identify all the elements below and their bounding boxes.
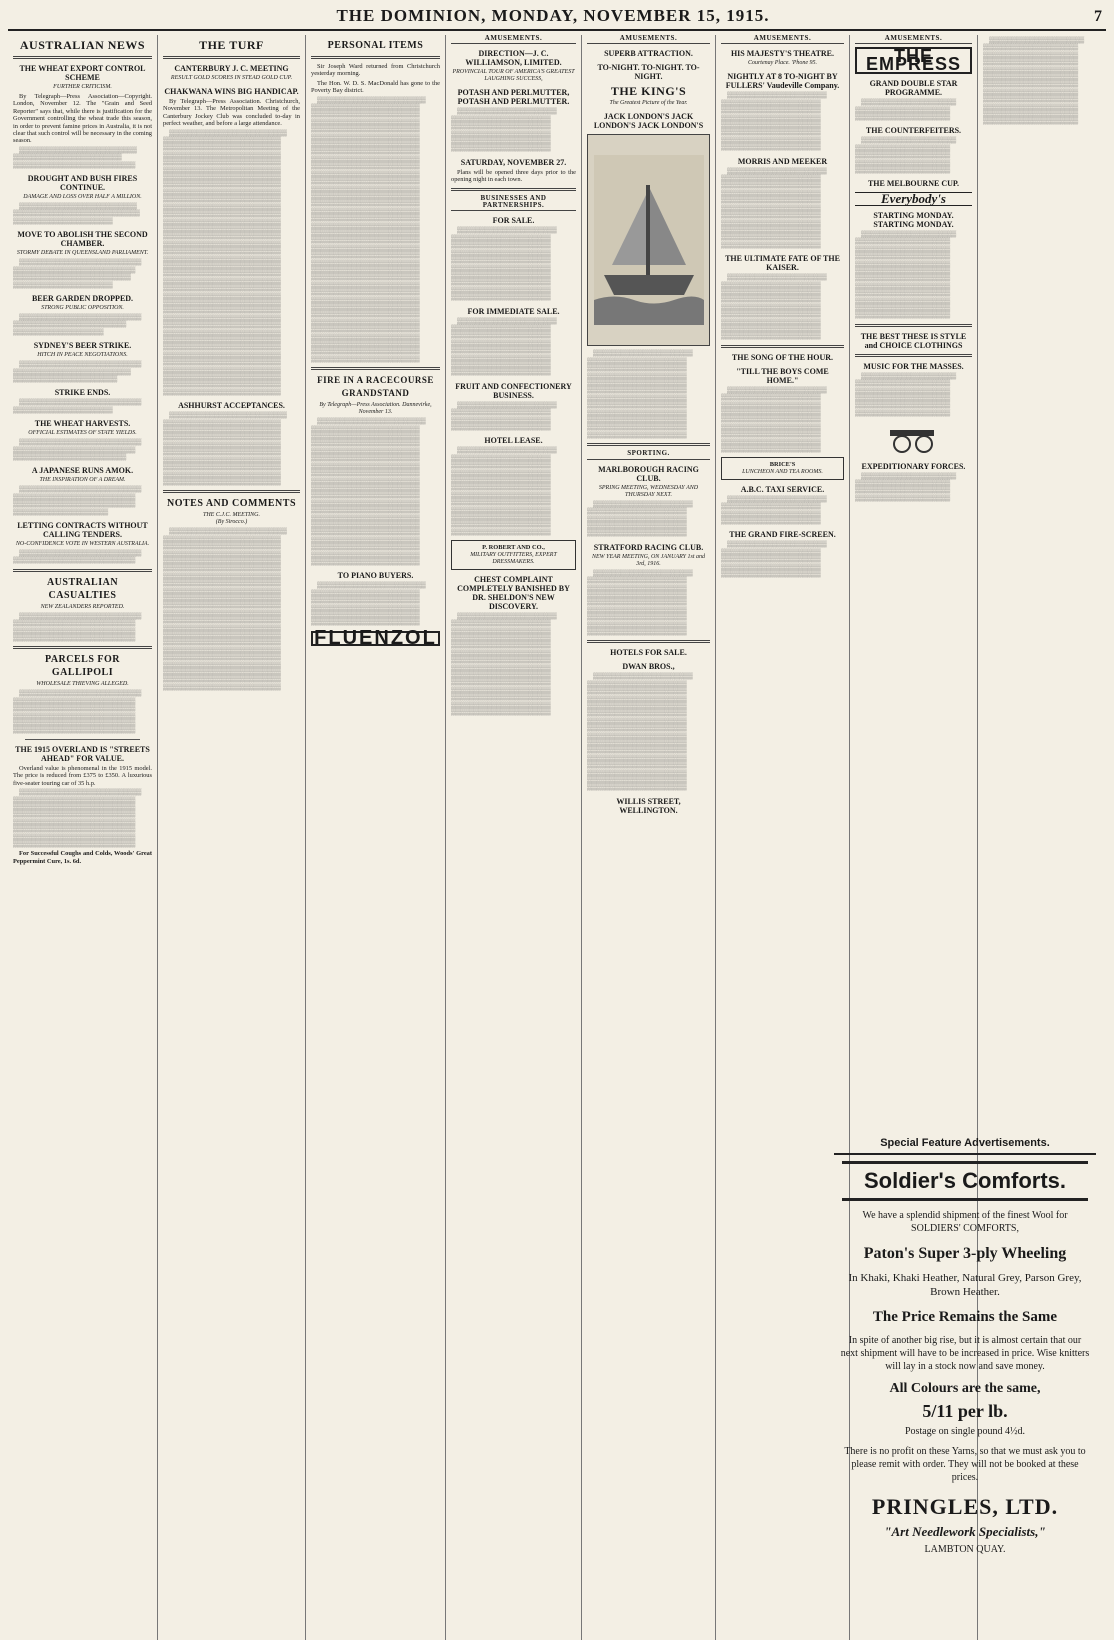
article-headline: BEER GARDEN DROPPED. (31, 293, 134, 303)
article-body: By Telegraph—Press Association—Copyright. London, November 12. The "Grain and Seed Reporter" says that, while there is justification for the Government controlling the wheat trade this season, in order to prevent famine prices in Australia, it is not clear that such control will be necessary in the coming season. (13, 93, 152, 145)
empress-advertisement (855, 47, 972, 74)
article-subheadline: FURTHER CRITICISM. (53, 84, 112, 90)
column-australian-news (8, 35, 158, 1640)
advertisement-body-filler: ▒▒▒▒▒▒▒▒▒▒▒▒▒▒▒▒▒▒▒▒▒▒ ▒▒▒▒▒▒▒▒▒▒▒▒▒▒▒▒▒▒▒▒▒▒ ▒▒▒▒▒▒▒▒▒▒▒▒▒▒▒▒▒▒▒▒▒▒ ▒▒▒▒▒▒▒▒▒▒▒▒▒▒▒▒▒▒▒▒▒▒ (721, 495, 827, 526)
section-title: PERSONAL ITEMS (327, 40, 424, 51)
masthead-title: THE DOMINION, MONDAY, NOVEMBER 15, 1915. (336, 6, 770, 25)
product-shades: In Khaki, Khaki Heather, Natural Grey, Parson Grey, Brown Heather. (848, 1272, 1082, 1298)
article-subheadline: RESULT GOLD SCORES IN STEAD GOLD CUP. (170, 75, 293, 81)
feature-title: THE MELBOURNE CUP. (867, 179, 960, 189)
advertisement-body-filler: ▒▒▒▒▒▒▒▒▒▒▒▒▒▒▒▒▒▒▒▒▒▒ ▒▒▒▒▒▒▒▒▒▒▒▒▒▒▒▒▒▒▒▒▒▒ ▒▒▒▒▒▒▒▒▒▒▒▒▒▒▒▒▒▒▒▒▒▒ ▒▒▒▒▒▒▒▒▒▒▒▒▒▒▒▒▒▒▒▒▒▒ ▒▒▒▒▒▒▒▒▒▒▒▒▒▒▒▒▒▒▒▒▒▒ ▒▒▒▒▒▒▒▒▒▒▒▒▒▒▒▒▒▒▒▒▒▒ ▒▒▒▒▒▒▒▒▒▒▒▒▒▒▒▒▒▒▒▒▒▒ ▒▒▒▒▒▒▒▒▒▒▒▒▒▒▒▒▒▒▒▒▒▒ ▒▒▒▒▒▒▒▒▒▒▒▒▒▒▒▒▒▒▒▒▒▒ (721, 274, 827, 341)
racing-club-meeting: SPRING MEETING, WEDNESDAY AND THURSDAY NEXT. (598, 484, 699, 498)
divider (855, 354, 972, 357)
article-headline: CANTERBURY J. C. MEETING (174, 64, 289, 73)
article-body: The Hon. W. D. S. MacDonald has gone to the Poverty Bay district. (311, 79, 440, 95)
section-title: THE TURF (199, 38, 264, 52)
article-headline: CHAKWANA WINS BIG HANDICAP. (164, 87, 299, 96)
clothing-advertisement: THE BEST THESE IS STYLE and CHOICE CLOTHINGS (860, 331, 967, 350)
article-headline: THE WHEAT HARVESTS. (34, 419, 131, 429)
advertisement-subheadline: PROVINCIAL TOUR OF AMERICA'S GREATEST LAUGHING SUCCESS, (452, 69, 575, 83)
divider (587, 443, 710, 446)
divider (311, 56, 440, 59)
act-name: MORRIS AND MEEKER (737, 156, 828, 166)
article-body: By Telegraph—Press Association. Christchurch, November 13. The Metropolitan Meeting of the Canterbury Jockey Club was concluded to-day in perfect weather, and before a large attendance. (163, 98, 300, 128)
article-body-filler: ▒▒▒▒▒▒▒▒▒▒▒▒▒▒▒▒▒▒▒▒▒▒▒▒▒▒▒ ▒▒▒▒▒▒▒▒▒▒▒▒▒▒▒▒▒▒▒▒▒▒▒▒▒▒▒ ▒▒▒▒▒▒▒▒▒▒▒▒▒▒▒▒▒▒▒▒▒▒▒▒▒▒▒ ▒▒▒▒▒▒▒▒▒▒▒▒▒▒▒▒▒▒▒▒▒▒▒▒▒▒▒ ▒▒▒▒▒▒▒▒▒▒▒▒▒▒▒▒▒▒▒▒▒▒▒▒▒▒▒ ▒▒▒▒▒▒▒▒▒▒▒▒▒▒▒▒▒▒▒▒▒▒▒▒▒▒▒ (13, 690, 142, 735)
advertisement-body-filler: ▒▒▒▒▒▒▒▒▒▒▒▒▒▒▒▒▒▒▒▒▒▒ ▒▒▒▒▒▒▒▒▒▒▒▒▒▒▒▒▒▒▒▒▒▒ ▒▒▒▒▒▒▒▒▒▒▒▒▒▒▒▒▒▒▒▒▒▒ ▒▒▒▒▒▒▒▒▒▒▒▒▒▒▒▒▒▒▒▒▒▒ ▒▒▒▒▒▒▒▒▒▒▒▒▒▒▒▒▒▒▒▒▒▒ ▒▒▒▒▒▒▒▒▒▒▒▒▒▒▒▒▒▒▒▒▒▒ ▒▒▒▒▒▒▒▒▒▒▒▒▒▒▒▒▒▒▒▒▒▒ ▒▒▒▒▒▒▒▒▒▒▒▒▒▒▒▒▒▒▒▒▒▒ ▒▒▒▒▒▒▒▒▒▒▒▒▒▒▒▒▒▒▒▒▒▒ ▒▒▒▒▒▒▒▒▒▒▒▒▒▒▒▒▒▒▒▒▒▒ ▒▒▒▒▒▒▒▒▒▒▒▒▒▒▒▒▒▒▒▒▒▒ (721, 167, 827, 249)
article-body-filler: ▒▒▒▒▒▒▒▒▒▒▒▒▒▒▒▒▒▒▒▒▒▒▒▒▒▒ ▒▒▒▒▒▒▒▒▒▒▒▒▒▒▒▒▒▒▒▒▒▒▒▒▒▒ ▒▒▒▒▒▒▒▒▒▒▒▒▒▒▒▒▒▒▒▒▒▒▒▒▒▒ ▒▒▒▒▒▒▒▒▒▒▒▒▒▒▒▒▒▒▒▒▒▒▒▒▒▒ ▒▒▒▒▒▒▒▒▒▒▒▒▒▒▒▒▒▒▒▒▒▒▒▒▒▒ ▒▒▒▒▒▒▒▒▒▒▒▒▒▒▒▒▒▒▒▒▒▒▒▒▒▒ ▒▒▒▒▒▒▒▒▒▒▒▒▒▒▒▒▒▒▒▒▒▒▒▒▒▒ ▒▒▒▒▒▒▒▒▒▒▒▒▒▒▒▒▒▒▒▒▒▒▒▒▒▒ ▒▒▒▒▒▒▒▒▒▒▒▒▒▒▒▒▒▒▒▒▒▒▒▒▒▒ ▒▒▒▒▒▒▒▒▒▒▒▒▒▒▒▒▒▒▒▒▒▒▒▒▒▒ ▒▒▒▒▒▒▒▒▒▒▒▒▒▒▒▒▒▒▒▒▒▒▒▒▒▒ ▒▒▒▒▒▒▒▒▒▒▒▒▒▒▒▒▒▒▒▒▒▒▒▒▒▒ ▒▒▒▒▒▒▒▒▒▒▒▒▒▒▒▒▒▒▒▒▒▒▒▒▒▒ ▒▒▒▒▒▒▒▒▒▒▒▒▒▒▒▒▒▒▒▒▒▒▒▒▒▒ ▒▒▒▒▒▒▒▒▒▒▒▒▒▒▒▒▒▒▒▒▒▒▒▒▒▒ ▒▒▒▒▒▒▒▒▒▒▒▒▒▒▒▒▒▒▒▒▒▒▒▒▒▒ ▒▒▒▒▒▒▒▒▒▒▒▒▒▒▒▒▒▒▒▒▒▒▒▒▒▒ ▒▒▒▒▒▒▒▒▒▒▒▒▒▒▒▒▒▒▒▒▒▒▒▒▒▒ ▒▒▒▒▒▒▒▒▒▒▒▒▒▒▒▒▒▒▒▒▒▒▒▒▒▒ ▒▒▒▒▒▒▒▒▒▒▒▒▒▒▒▒▒▒▒▒▒▒▒▒▒▒ ▒▒▒▒▒▒▒▒▒▒▒▒▒▒▒▒▒▒▒▒▒▒▒▒▒▒ ▒▒▒▒▒▒▒▒▒▒▒▒▒▒▒▒▒▒▒▒▒▒▒▒▒▒ ▒▒▒▒▒▒▒▒▒▒▒▒▒▒▒▒▒▒▒▒▒▒▒▒▒▒ ▒▒▒▒▒▒▒▒▒▒▒▒▒▒▒▒▒▒▒▒▒▒▒▒▒▒ ▒▒▒▒▒▒▒▒▒▒▒▒▒▒▒▒▒▒▒▒▒▒▒▒▒▒ ▒▒▒▒▒▒▒▒▒▒▒▒▒▒▒▒▒▒▒▒▒▒▒▒▒▒ ▒▒▒▒▒▒▒▒▒▒▒▒▒▒▒▒▒▒▒▒▒▒▒▒▒▒ ▒▒▒▒▒▒▒▒▒▒▒▒▒▒▒▒▒▒▒▒▒▒▒▒▒▒ ▒▒▒▒▒▒▒▒▒▒▒▒▒▒▒▒▒▒▒▒▒▒▒▒▒▒ ▒▒▒▒▒▒▒▒▒▒▒▒▒▒▒▒▒▒▒▒▒▒▒▒▒▒ ▒▒▒▒▒▒▒▒▒▒▒▒▒▒▒▒▒▒▒▒▒▒▒▒▒▒ ▒▒▒▒▒▒▒▒▒▒▒▒▒▒▒▒▒▒▒▒▒▒▒▒▒▒ ▒▒▒▒▒▒▒▒▒▒▒▒▒▒▒▒▒▒▒▒▒▒▒▒▒▒ ▒▒▒▒▒▒▒▒▒▒▒▒▒▒▒▒▒▒▒▒▒▒▒▒▒▒ ▒▒▒▒▒▒▒▒▒▒▒▒▒▒▒▒▒▒▒▒▒▒▒▒▒▒ ▒▒▒▒▒▒▒▒▒▒▒▒▒▒▒▒▒▒▒▒▒▒▒▒▒▒ (163, 129, 287, 396)
divider (163, 56, 300, 59)
category-header: SPORTING. (587, 450, 710, 459)
advertisement-headline: SUPERB ATTRACTION. (604, 49, 693, 59)
column-amusements-2 (582, 35, 716, 1640)
article-headline: STRIKE ENDS. (54, 388, 111, 398)
advertisement-note: Plans will be opened three days prior to the opening night in each town. (451, 168, 576, 184)
article-headline: ASHHURST ACCEPTANCES. (178, 401, 285, 411)
column-the-turf (158, 35, 306, 1640)
classified-heading: FRUIT AND CONFECTIONERY BUSINESS. (455, 381, 572, 400)
special-feature-advertisement (834, 1137, 1096, 1555)
section-title: PARCELS FOR GALLIPOLI (44, 654, 121, 679)
section-title: NOTES AND COMMENTS (166, 498, 296, 510)
advertisement-show: POTASH AND PERLMUTTER, POTASH AND PERLMUTTER. (457, 88, 570, 107)
all-colours-line: All Colours are the same, (889, 1381, 1041, 1396)
divider (13, 646, 152, 649)
theatre-name: HIS MAJESTY'S THEATRE. (730, 49, 835, 59)
music-heading: MUSIC FOR THE MASSES. (863, 361, 964, 371)
everybodys-theatre-logo: Everybody's (855, 192, 972, 205)
article-headline: LETTING CONTRACTS WITHOUT CALLING TENDERS. (17, 521, 148, 539)
programme-heading: GRAND DOUBLE STAR PROGRAMME. (869, 79, 958, 98)
song-title: "TILL THE BOYS COME HOME." (736, 366, 829, 385)
divider (13, 56, 152, 59)
price-body: In spite of another big rise, but it is almost certain that our next shipment will have to be increased in price. Wise knitters will lay in a stock now and save money. (840, 1335, 1090, 1372)
military-heading: EXPEDITIONARY FORCES. (861, 461, 966, 471)
advertisement-body-filler: ▒▒▒▒▒▒▒▒▒▒▒▒▒▒▒▒▒▒▒▒▒ ▒▒▒▒▒▒▒▒▒▒▒▒▒▒▒▒▒▒▒▒▒ ▒▒▒▒▒▒▒▒▒▒▒▒▒▒▒▒▒▒▒▒▒ ▒▒▒▒▒▒▒▒▒▒▒▒▒▒▒▒▒▒▒▒▒ ▒▒▒▒▒▒▒▒▒▒▒▒▒▒▒▒▒▒▒▒▒ ▒▒▒▒▒▒▒▒▒▒▒▒▒▒▒▒▒▒▒▒▒ ▒▒▒▒▒▒▒▒▒▒▒▒▒▒▒▒▒▒▒▒▒ ▒▒▒▒▒▒▒▒▒▒▒▒▒▒▒▒▒▒▒▒▒ ▒▒▒▒▒▒▒▒▒▒▒▒▒▒▒▒▒▒▒▒▒ ▒▒▒▒▒▒▒▒▒▒▒▒▒▒▒▒▒▒▒▒▒ ▒▒▒▒▒▒▒▒▒▒▒▒▒▒▒▒▒▒▒▒▒ ▒▒▒▒▒▒▒▒▒▒▒▒▒▒▒▒▒▒▒▒▒ (855, 230, 957, 320)
article-body-filler: ▒▒▒▒▒▒▒▒▒▒▒▒▒▒▒▒▒▒▒▒▒▒▒▒ ▒▒▒▒▒▒▒▒▒▒▒▒▒▒▒▒▒▒▒▒▒▒▒▒ ▒▒▒▒▒▒▒▒▒▒▒▒▒▒▒▒▒▒▒▒▒▒▒▒ ▒▒▒▒▒▒▒▒▒▒▒▒▒▒▒▒▒▒▒▒▒▒▒▒ ▒▒▒▒▒▒▒▒▒▒▒▒▒▒▒▒▒▒▒▒▒▒▒▒ ▒▒▒▒▒▒▒▒▒▒▒▒▒▒▒▒▒▒▒▒▒▒▒▒ ▒▒▒▒▒▒▒▒▒▒▒▒▒▒▒▒▒▒▒▒▒▒▒▒ ▒▒▒▒▒▒▒▒▒▒▒▒▒▒▒▒▒▒▒▒▒▒▒▒ ▒▒▒▒▒▒▒▒▒▒▒▒▒▒▒▒▒▒▒▒▒▒▒▒ ▒▒▒▒▒▒▒▒▒▒▒▒▒▒▒▒▒▒▒▒▒▒▒▒ ▒▒▒▒▒▒▒▒▒▒▒▒▒▒▒▒▒▒▒▒▒▒▒▒ ▒▒▒▒▒▒▒▒▒▒▒▒▒▒▒▒▒▒▒▒▒▒▒▒ ▒▒▒▒▒▒▒▒▒▒▒▒▒▒▒▒▒▒▒▒▒▒▒▒ ▒▒▒▒▒▒▒▒▒▒▒▒▒▒▒▒▒▒▒▒▒▒▒▒ ▒▒▒▒▒▒▒▒▒▒▒▒▒▒▒▒▒▒▒▒▒▒▒▒ ▒▒▒▒▒▒▒▒▒▒▒▒▒▒▒▒▒▒▒▒▒▒▒▒ ▒▒▒▒▒▒▒▒▒▒▒▒▒▒▒▒▒▒▒▒▒▒▒▒ ▒▒▒▒▒▒▒▒▒▒▒▒▒▒▒▒▒▒▒▒▒▒▒▒ ▒▒▒▒▒▒▒▒▒▒▒▒▒▒▒▒▒▒▒▒▒▒▒▒ ▒▒▒▒▒▒▒▒▒▒▒▒▒▒▒▒▒▒▒▒▒▒▒▒ (311, 418, 426, 566)
column-amusements-1 (446, 35, 582, 1640)
classified-body-filler: ▒▒▒▒▒▒▒▒▒▒▒▒▒▒▒▒▒▒▒▒▒▒ ▒▒▒▒▒▒▒▒▒▒▒▒▒▒▒▒▒▒▒▒▒▒ ▒▒▒▒▒▒▒▒▒▒▒▒▒▒▒▒▒▒▒▒▒▒ ▒▒▒▒▒▒▒▒▒▒▒▒▒▒▒▒▒▒▒▒▒▒ ▒▒▒▒▒▒▒▒▒▒▒▒▒▒▒▒▒▒▒▒▒▒ ▒▒▒▒▒▒▒▒▒▒▒▒▒▒▒▒▒▒▒▒▒▒ ▒▒▒▒▒▒▒▒▒▒▒▒▒▒▒▒▒▒▒▒▒▒ ▒▒▒▒▒▒▒▒▒▒▒▒▒▒▒▒▒▒▒▒▒▒ ▒▒▒▒▒▒▒▒▒▒▒▒▒▒▒▒▒▒▒▒▒▒ ▒▒▒▒▒▒▒▒▒▒▒▒▒▒▒▒▒▒▒▒▒▒ ▒▒▒▒▒▒▒▒▒▒▒▒▒▒▒▒▒▒▒▒▒▒ ▒▒▒▒▒▒▒▒▒▒▒▒▒▒▒▒▒▒▒▒▒▒ ▒▒▒▒▒▒▒▒▒▒▒▒▒▒▒▒▒▒▒▒▒▒ ▒▒▒▒▒▒▒▒▒▒▒▒▒▒▒▒▒▒▒▒▒▒ ▒▒▒▒▒▒▒▒▒▒▒▒▒▒▒▒▒▒▒▒▒▒ ▒▒▒▒▒▒▒▒▒▒▒▒▒▒▒▒▒▒▒▒▒▒ (587, 673, 693, 792)
classified-heading: FOR IMMEDIATE SALE. (467, 306, 560, 316)
article-headline: DROUGHT AND BUSH FIRES CONTINUE. (27, 174, 138, 193)
article-subheadline: By Telegraph—Press Association. Dannevirke, November 13. (319, 402, 432, 416)
classified-body-filler: ▒▒▒▒▒▒▒▒▒▒▒▒▒▒▒▒▒▒▒▒▒▒ ▒▒▒▒▒▒▒▒▒▒▒▒▒▒▒▒▒▒▒▒▒▒ ▒▒▒▒▒▒▒▒▒▒▒▒▒▒▒▒▒▒▒▒▒▒ ▒▒▒▒▒▒▒▒▒▒▒▒▒▒▒▒▒▒▒▒▒▒ ▒▒▒▒▒▒▒▒▒▒▒▒▒▒▒▒▒▒▒▒▒▒ ▒▒▒▒▒▒▒▒▒▒▒▒▒▒▒▒▒▒▒▒▒▒ ▒▒▒▒▒▒▒▒▒▒▒▒▒▒▒▒▒▒▒▒▒▒ ▒▒▒▒▒▒▒▒▒▒▒▒▒▒▒▒▒▒▒▒▒▒ ▒▒▒▒▒▒▒▒▒▒▒▒▒▒▒▒▒▒▒▒▒▒ ▒▒▒▒▒▒▒▒▒▒▒▒▒▒▒▒▒▒▒▒▒▒ ▒▒▒▒▒▒▒▒▒▒▒▒▒▒▒▒▒▒▒▒▒▒ ▒▒▒▒▒▒▒▒▒▒▒▒▒▒▒▒▒▒▒▒▒▒ (451, 447, 557, 536)
advertisement-headline: STARTING MONDAY. STARTING MONDAY. (873, 210, 954, 229)
advertisement-body-filler: ▒▒▒▒▒▒▒▒▒▒▒▒▒▒▒▒▒▒▒▒▒▒ ▒▒▒▒▒▒▒▒▒▒▒▒▒▒▒▒▒▒▒▒▒▒ ▒▒▒▒▒▒▒▒▒▒▒▒▒▒▒▒▒▒▒▒▒▒ ▒▒▒▒▒▒▒▒▒▒▒▒▒▒▒▒▒▒▒▒▒▒ ▒▒▒▒▒▒▒▒▒▒▒▒▒▒▒▒▒▒▒▒▒▒ ▒▒▒▒▒▒▒▒▒▒▒▒▒▒▒▒▒▒▒▒▒▒ (451, 108, 557, 153)
feature-title: JACK LONDON'S JACK LONDON'S JACK LONDON'S (593, 112, 704, 131)
column-personal-items (306, 35, 446, 1640)
page-number: 7 (1093, 8, 1102, 25)
advertisement-body-filler: ▒▒▒▒▒▒▒▒▒▒▒▒▒▒▒▒▒▒▒▒▒▒ ▒▒▒▒▒▒▒▒▒▒▒▒▒▒▒▒▒▒▒▒▒▒ ▒▒▒▒▒▒▒▒▒▒▒▒▒▒▒▒▒▒▒▒▒▒ ▒▒▒▒▒▒▒▒▒▒▒▒▒▒▒▒▒▒▒▒▒▒ ▒▒▒▒▒▒▒▒▒▒▒▒▒▒▒▒▒▒▒▒▒▒ ▒▒▒▒▒▒▒▒▒▒▒▒▒▒▒▒▒▒▒▒▒▒ ▒▒▒▒▒▒▒▒▒▒▒▒▒▒▒▒▒▒▒▒▒▒ ▒▒▒▒▒▒▒▒▒▒▒▒▒▒▒▒▒▒▒▒▒▒ ▒▒▒▒▒▒▒▒▒▒▒▒▒▒▒▒▒▒▒▒▒▒ ▒▒▒▒▒▒▒▒▒▒▒▒▒▒▒▒▒▒▒▒▒▒ ▒▒▒▒▒▒▒▒▒▒▒▒▒▒▒▒▒▒▒▒▒▒ ▒▒▒▒▒▒▒▒▒▒▒▒▒▒▒▒▒▒▒▒▒▒ ▒▒▒▒▒▒▒▒▒▒▒▒▒▒▒▒▒▒▒▒▒▒ ▒▒▒▒▒▒▒▒▒▒▒▒▒▒▒▒▒▒▒▒▒▒ (451, 612, 557, 716)
company-tagline: "Art Needlework Specialists," (884, 1524, 1046, 1539)
article-body-filler: ▒▒▒▒▒▒▒▒▒▒▒▒▒▒▒▒▒▒▒▒▒▒▒▒▒▒ ▒▒▒▒▒▒▒▒▒▒▒▒▒▒▒▒▒▒▒▒▒▒▒▒ ▒▒▒▒▒▒▒▒▒▒▒▒▒▒▒▒▒▒▒▒▒▒▒▒▒▒▒ (13, 146, 137, 169)
advertisement-body-filler: ▒▒▒▒▒▒▒▒▒▒▒▒▒▒▒▒▒▒▒▒▒▒ ▒▒▒▒▒▒▒▒▒▒▒▒▒▒▒▒▒▒▒▒▒▒ ▒▒▒▒▒▒▒▒▒▒▒▒▒▒▒▒▒▒▒▒▒▒ ▒▒▒▒▒▒▒▒▒▒▒▒▒▒▒▒▒▒▒▒▒▒ ▒▒▒▒▒▒▒▒▒▒▒▒▒▒▒▒▒▒▒▒▒▒ ▒▒▒▒▒▒▒▒▒▒▒▒▒▒▒▒▒▒▒▒▒▒ ▒▒▒▒▒▒▒▒▒▒▒▒▒▒▒▒▒▒▒▒▒▒ ▒▒▒▒▒▒▒▒▒▒▒▒▒▒▒▒▒▒▒▒▒▒ ▒▒▒▒▒▒▒▒▒▒▒▒▒▒▒▒▒▒▒▒▒▒ (721, 386, 827, 454)
advertisement-body-filler: ▒▒▒▒▒▒▒▒▒▒▒▒▒▒▒▒▒▒▒▒▒▒ ▒▒▒▒▒▒▒▒▒▒▒▒▒▒▒▒▒▒▒▒▒▒ ▒▒▒▒▒▒▒▒▒▒▒▒▒▒▒▒▒▒▒▒▒▒ ▒▒▒▒▒▒▒▒▒▒▒▒▒▒▒▒▒▒▒▒▒▒ ▒▒▒▒▒▒▒▒▒▒▒▒▒▒▒▒▒▒▒▒▒▒ ▒▒▒▒▒▒▒▒▒▒▒▒▒▒▒▒▒▒▒▒▒▒ ▒▒▒▒▒▒▒▒▒▒▒▒▒▒▒▒▒▒▒▒▒▒ ▒▒▒▒▒▒▒▒▒▒▒▒▒▒▒▒▒▒▒▒▒▒ (721, 92, 827, 152)
price-heading: The Price Remains the Same (872, 1309, 1058, 1325)
article-body-filler: ▒▒▒▒▒▒▒▒▒▒▒▒▒▒▒▒▒▒▒▒▒▒▒▒ ▒▒▒▒▒▒▒▒▒▒▒▒▒▒▒▒▒▒▒▒▒▒▒▒ ▒▒▒▒▒▒▒▒▒▒▒▒▒▒▒▒▒▒▒▒▒▒▒▒ ▒▒▒▒▒▒▒▒▒▒▒▒▒▒▒▒▒▒▒▒▒▒▒▒ ▒▒▒▒▒▒▒▒▒▒▒▒▒▒▒▒▒▒▒▒▒▒▒▒ ▒▒▒▒▒▒▒▒▒▒▒▒▒▒▒▒▒▒▒▒▒▒▒▒ (311, 582, 426, 627)
divider (451, 188, 576, 191)
article-body-filler: ▒▒▒▒▒▒▒▒▒▒▒▒▒▒▒▒▒▒▒▒▒▒▒▒▒▒ ▒▒▒▒▒▒▒▒▒▒▒▒▒▒▒▒▒▒▒▒▒▒▒▒▒▒▒▒ ▒▒▒▒▒▒▒▒▒▒▒▒▒▒▒▒▒▒▒▒▒▒ (13, 203, 140, 225)
category-header: AMUSEMENTS. (855, 35, 972, 44)
classified-heading: HOTEL LEASE. (484, 436, 543, 446)
article-body-filler: ▒▒▒▒▒▒▒▒▒▒▒▒▒▒▒▒▒▒▒▒▒▒▒▒ ▒▒▒▒▒▒▒▒▒▒▒▒▒▒▒▒▒▒▒▒▒▒▒▒ ▒▒▒▒▒▒▒▒▒▒▒▒▒▒▒▒▒▒▒▒▒▒▒▒ ▒▒▒▒▒▒▒▒▒▒▒▒▒▒▒▒▒▒▒▒▒▒▒▒ ▒▒▒▒▒▒▒▒▒▒▒▒▒▒▒▒▒▒▒▒▒▒▒▒ ▒▒▒▒▒▒▒▒▒▒▒▒▒▒▒▒▒▒▒▒▒▒▒▒ ▒▒▒▒▒▒▒▒▒▒▒▒▒▒▒▒▒▒▒▒▒▒▒▒ ▒▒▒▒▒▒▒▒▒▒▒▒▒▒▒▒▒▒▒▒▒▒▒▒ ▒▒▒▒▒▒▒▒▒▒▒▒▒▒▒▒▒▒▒▒▒▒▒▒ ▒▒▒▒▒▒▒▒▒▒▒▒▒▒▒▒▒▒▒▒▒▒▒▒ ▒▒▒▒▒▒▒▒▒▒▒▒▒▒▒▒▒▒▒▒▒▒▒▒ ▒▒▒▒▒▒▒▒▒▒▒▒▒▒▒▒▒▒▒▒▒▒▒▒ ▒▒▒▒▒▒▒▒▒▒▒▒▒▒▒▒▒▒▒▒▒▒▒▒ ▒▒▒▒▒▒▒▒▒▒▒▒▒▒▒▒▒▒▒▒▒▒▒▒ ▒▒▒▒▒▒▒▒▒▒▒▒▒▒▒▒▒▒▒▒▒▒▒▒ ▒▒▒▒▒▒▒▒▒▒▒▒▒▒▒▒▒▒▒▒▒▒▒▒ ▒▒▒▒▒▒▒▒▒▒▒▒▒▒▒▒▒▒▒▒▒▒▒▒ ▒▒▒▒▒▒▒▒▒▒▒▒▒▒▒▒▒▒▒▒▒▒▒▒ ▒▒▒▒▒▒▒▒▒▒▒▒▒▒▒▒▒▒▒▒▒▒▒▒ ▒▒▒▒▒▒▒▒▒▒▒▒▒▒▒▒▒▒▒▒▒▒▒▒ ▒▒▒▒▒▒▒▒▒▒▒▒▒▒▒▒▒▒▒▒▒▒▒▒ ▒▒▒▒▒▒▒▒▒▒▒▒▒▒▒▒▒▒▒▒▒▒▒▒ ▒▒▒▒▒▒▒▒▒▒▒▒▒▒▒▒▒▒▒▒▒▒▒▒ ▒▒▒▒▒▒▒▒▒▒▒▒▒▒▒▒▒▒▒▒▒▒▒▒ ▒▒▒▒▒▒▒▒▒▒▒▒▒▒▒▒▒▒▒▒▒▒▒▒ ▒▒▒▒▒▒▒▒▒▒▒▒▒▒▒▒▒▒▒▒▒▒▒▒ ▒▒▒▒▒▒▒▒▒▒▒▒▒▒▒▒▒▒▒▒▒▒▒▒ ▒▒▒▒▒▒▒▒▒▒▒▒▒▒▒▒▒▒▒▒▒▒▒▒ ▒▒▒▒▒▒▒▒▒▒▒▒▒▒▒▒▒▒▒▒▒▒▒▒ ▒▒▒▒▒▒▒▒▒▒▒▒▒▒▒▒▒▒▒▒▒▒▒▒ ▒▒▒▒▒▒▒▒▒▒▒▒▒▒▒▒▒▒▒▒▒▒▒▒ ▒▒▒▒▒▒▒▒▒▒▒▒▒▒▒▒▒▒▒▒▒▒▒▒ ▒▒▒▒▒▒▒▒▒▒▒▒▒▒▒▒▒▒▒▒▒▒▒▒ ▒▒▒▒▒▒▒▒▒▒▒▒▒▒▒▒▒▒▒▒▒▒▒▒ ▒▒▒▒▒▒▒▒▒▒▒▒▒▒▒▒▒▒▒▒▒▒▒▒ ▒▒▒▒▒▒▒▒▒▒▒▒▒▒▒▒▒▒▒▒▒▒▒▒ (311, 96, 426, 363)
ship-illustration-icon (594, 155, 704, 325)
article-body-filler: ▒▒▒▒▒▒▒▒▒▒▒▒▒▒▒▒▒▒▒▒▒▒▒▒▒▒ ▒▒▒▒▒▒▒▒▒▒▒▒▒▒▒▒▒▒▒▒▒▒▒▒▒▒ ▒▒▒▒▒▒▒▒▒▒▒▒▒▒▒▒▒▒▒▒▒▒▒▒▒▒ ▒▒▒▒▒▒▒▒▒▒▒▒▒▒▒▒▒▒▒▒▒▒▒▒▒▒ ▒▒▒▒▒▒▒▒▒▒▒▒▒▒▒▒▒▒▒▒▒▒▒▒▒▒ ▒▒▒▒▒▒▒▒▒▒▒▒▒▒▒▒▒▒▒▒▒▒▒▒▒▒ ▒▒▒▒▒▒▒▒▒▒▒▒▒▒▒▒▒▒▒▒▒▒▒▒▒▒ ▒▒▒▒▒▒▒▒▒▒▒▒▒▒▒▒▒▒▒▒▒▒▒▒▒▒ ▒▒▒▒▒▒▒▒▒▒▒▒▒▒▒▒▒▒▒▒▒▒▒▒▒▒ ▒▒▒▒▒▒▒▒▒▒▒▒▒▒▒▒▒▒▒▒▒▒▒▒▒▒ (163, 412, 287, 486)
divider (13, 569, 152, 572)
article-subheadline: THE INSPIRATION OF A DREAM. (39, 477, 126, 484)
masthead (8, 6, 1106, 31)
article-subheadline: STRONG PUBLIC OPPOSITION. (41, 304, 124, 311)
postage-note: Postage on single pound 4½d. (905, 1426, 1025, 1437)
advertisement-body: Overland value is phenomenal in the 1915 model. The price is reduced from £375 to £350. A luxurious five-seater touring car of 35 h.p. (13, 764, 152, 787)
divider (587, 640, 710, 643)
section-title: AUSTRALIAN CASUALTIES (46, 576, 119, 601)
brice-tagline: LUNCHEON AND TEA ROOMS. (742, 468, 823, 475)
divider (311, 367, 440, 370)
article-headline: THE WHEAT EXPORT CONTROL SCHEME (19, 64, 146, 82)
soldiers-comforts-title: Soldier's Comforts. (842, 1161, 1088, 1201)
article-subheadline: NO-CONFIDENCE VOTE IN WESTERN AUSTRALIA. (15, 541, 150, 547)
classified-heading: HOTELS FOR SALE. (610, 648, 687, 658)
article-body-filler: ▒▒▒▒▒▒▒▒▒▒▒▒▒▒▒▒▒▒▒▒▒▒▒▒▒▒▒ ▒▒▒▒▒▒▒▒▒▒▒▒▒▒▒▒▒▒▒▒▒▒ (13, 399, 142, 414)
article-body-filler: ▒▒▒▒▒▒▒▒▒▒▒▒▒▒▒▒▒▒▒▒▒▒▒▒▒▒▒ ▒▒▒▒▒▒▒▒▒▒▒▒▒▒▒▒▒▒▒▒▒▒▒▒▒▒▒ (13, 550, 142, 565)
article-body-filler: ▒▒▒▒▒▒▒▒▒▒▒▒▒▒▒▒▒▒▒▒▒▒▒▒▒▒ ▒▒▒▒▒▒▒▒▒▒▒▒▒▒▒▒▒▒▒▒▒▒▒▒▒▒ ▒▒▒▒▒▒▒▒▒▒▒▒▒▒▒▒▒▒▒▒▒▒▒▒▒▒ ▒▒▒▒▒▒▒▒▒▒▒▒▒▒▒▒▒▒▒▒▒▒▒▒▒▒ ▒▒▒▒▒▒▒▒▒▒▒▒▒▒▒▒▒▒▒▒▒▒▒▒▒▒ ▒▒▒▒▒▒▒▒▒▒▒▒▒▒▒▒▒▒▒▒▒▒▒▒▒▒ ▒▒▒▒▒▒▒▒▒▒▒▒▒▒▒▒▒▒▒▒▒▒▒▒▒▒ ▒▒▒▒▒▒▒▒▒▒▒▒▒▒▒▒▒▒▒▒▒▒▒▒▒▒ ▒▒▒▒▒▒▒▒▒▒▒▒▒▒▒▒▒▒▒▒▒▒▒▒▒▒ ▒▒▒▒▒▒▒▒▒▒▒▒▒▒▒▒▒▒▒▒▒▒▒▒▒▒ ▒▒▒▒▒▒▒▒▒▒▒▒▒▒▒▒▒▒▒▒▒▒▒▒▒▒ ▒▒▒▒▒▒▒▒▒▒▒▒▒▒▒▒▒▒▒▒▒▒▒▒▒▒ ▒▒▒▒▒▒▒▒▒▒▒▒▒▒▒▒▒▒▒▒▒▒▒▒▒▒ ▒▒▒▒▒▒▒▒▒▒▒▒▒▒▒▒▒▒▒▒▒▒▒▒▒▒ ▒▒▒▒▒▒▒▒▒▒▒▒▒▒▒▒▒▒▒▒▒▒▒▒▒▒ ▒▒▒▒▒▒▒▒▒▒▒▒▒▒▒▒▒▒▒▒▒▒▒▒▒▒ ▒▒▒▒▒▒▒▒▒▒▒▒▒▒▒▒▒▒▒▒▒▒▒▒▒▒ ▒▒▒▒▒▒▒▒▒▒▒▒▒▒▒▒▒▒▒▒▒▒▒▒▒▒ ▒▒▒▒▒▒▒▒▒▒▒▒▒▒▒▒▒▒▒▒▒▒▒▒▒▒ ▒▒▒▒▒▒▒▒▒▒▒▒▒▒▒▒▒▒▒▒▒▒▒▒▒▒ ▒▒▒▒▒▒▒▒▒▒▒▒▒▒▒▒▒▒▒▒▒▒▒▒▒▒ ▒▒▒▒▒▒▒▒▒▒▒▒▒▒▒▒▒▒▒▒▒▒▒▒▒▒ (163, 528, 287, 691)
taxi-heading: A.B.C. TAXI SERVICE. (740, 484, 825, 494)
film-illustration (587, 134, 710, 346)
article-subheadline: STORMY DEBATE IN QUEENSLAND PARLIAMENT. (16, 250, 149, 257)
remit-note: There is no profit on these Yarns, so that we must ask you to please remit with order. They will not be booked at these prices. (844, 1446, 1086, 1483)
outfitters-name: P. ROBERT AND CO., (482, 544, 545, 552)
theatre-tagline: The Greatest Picture of the Year. (609, 100, 688, 107)
advertisement-body-filler: ▒▒▒▒▒▒▒▒▒▒▒▒▒▒▒▒▒▒▒▒▒▒ ▒▒▒▒▒▒▒▒▒▒▒▒▒▒▒▒▒▒▒▒▒▒ ▒▒▒▒▒▒▒▒▒▒▒▒▒▒▒▒▒▒▒▒▒▒ ▒▒▒▒▒▒▒▒▒▒▒▒▒▒▒▒▒▒▒▒▒▒ ▒▒▒▒▒▒▒▒▒▒▒▒▒▒▒▒▒▒▒▒▒▒ ▒▒▒▒▒▒▒▒▒▒▒▒▒▒▒▒▒▒▒▒▒▒ ▒▒▒▒▒▒▒▒▒▒▒▒▒▒▒▒▒▒▒▒▒▒ ▒▒▒▒▒▒▒▒▒▒▒▒▒▒▒▒▒▒▒▒▒▒ ▒▒▒▒▒▒▒▒▒▒▒▒▒▒▒▒▒▒▒▒▒▒ ▒▒▒▒▒▒▒▒▒▒▒▒▒▒▒▒▒▒▒▒▒▒ ▒▒▒▒▒▒▒▒▒▒▒▒▒▒▒▒▒▒▒▒▒▒ ▒▒▒▒▒▒▒▒▒▒▒▒▒▒▒▒▒▒▒▒▒▒ (587, 350, 693, 439)
advertisement-body-filler: ▒▒▒▒▒▒▒▒▒▒▒▒▒▒▒▒▒▒▒▒▒▒ ▒▒▒▒▒▒▒▒▒▒▒▒▒▒▒▒▒▒▒▒▒▒ ▒▒▒▒▒▒▒▒▒▒▒▒▒▒▒▒▒▒▒▒▒▒ ▒▒▒▒▒▒▒▒▒▒▒▒▒▒▒▒▒▒▒▒▒▒ ▒▒▒▒▒▒▒▒▒▒▒▒▒▒▒▒▒▒▒▒▒▒ (721, 541, 827, 579)
article-body-filler: ▒▒▒▒▒▒▒▒▒▒▒▒▒▒▒▒▒▒▒▒▒▒▒▒▒▒▒ ▒▒▒▒▒▒▒▒▒▒▒▒▒▒▒▒▒▒▒▒▒▒▒▒▒▒▒ ▒▒▒▒▒▒▒▒▒▒▒▒▒▒▒▒▒▒▒▒▒▒▒▒▒▒ ▒▒▒▒▒▒▒▒▒▒▒▒▒▒▒▒▒▒▒▒▒▒ (13, 259, 142, 289)
article-headline: SYDNEY'S BEER STRIKE. (33, 341, 132, 351)
theatre-name: THE KING'S (610, 84, 687, 99)
agent-address: WILLIS STREET, WELLINGTON. (616, 796, 681, 815)
divider (721, 345, 844, 348)
feature-title: THE COUNTERFEITERS. (865, 126, 962, 136)
category-header: AMUSEMENTS. (451, 35, 576, 44)
article-body-filler: ▒▒▒▒▒▒▒▒▒▒▒▒▒▒▒▒▒▒▒▒▒▒▒▒▒▒▒ ▒▒▒▒▒▒▒▒▒▒▒▒▒▒▒▒▒▒▒▒▒▒▒▒▒▒ ▒▒▒▒▒▒▒▒▒▒▒▒▒▒▒▒▒▒▒▒▒▒▒ (13, 361, 142, 383)
theatre-address: Courtenay Place. 'Phone 95. (747, 60, 818, 67)
advertisement-date: SATURDAY, NOVEMBER 27. (460, 157, 567, 167)
advertisement-body-filler: ▒▒▒▒▒▒▒▒▒▒▒▒▒▒▒▒▒▒▒▒▒ ▒▒▒▒▒▒▒▒▒▒▒▒▒▒▒▒▒▒▒▒▒ ▒▒▒▒▒▒▒▒▒▒▒▒▒▒▒▒▒▒▒▒▒ (855, 99, 957, 122)
classified-body-filler: ▒▒▒▒▒▒▒▒▒▒▒▒▒▒▒▒▒▒▒▒▒▒ ▒▒▒▒▒▒▒▒▒▒▒▒▒▒▒▒▒▒▒▒▒▒ ▒▒▒▒▒▒▒▒▒▒▒▒▒▒▒▒▒▒▒▒▒▒ ▒▒▒▒▒▒▒▒▒▒▒▒▒▒▒▒▒▒▒▒▒▒ (451, 401, 557, 431)
divider (25, 739, 140, 740)
article-subheadline: HITCH IN PEACE NEGOTIATIONS. (37, 352, 128, 359)
article-subheadline: NEW ZEALANDERS REPORTED. (40, 603, 125, 610)
outfitters-advertisement (451, 540, 576, 569)
racing-club-meeting: NEW YEAR MEETING, ON JANUARY 1st and 3rd, 1916. (591, 553, 706, 567)
advertisement-body-filler: ▒▒▒▒▒▒▒▒▒▒▒▒▒▒▒▒▒▒▒▒▒ ▒▒▒▒▒▒▒▒▒▒▒▒▒▒▒▒▒▒▒▒▒ ▒▒▒▒▒▒▒▒▒▒▒▒▒▒▒▒▒▒▒▒▒ ▒▒▒▒▒▒▒▒▒▒▒▒▒▒▒▒▒▒▒▒▒ ▒▒▒▒▒▒▒▒▒▒▒▒▒▒▒▒▒▒▒▒▒ ▒▒▒▒▒▒▒▒▒▒▒▒▒▒▒▒▒▒▒▒▒ (855, 372, 957, 417)
classified-body-filler: ▒▒▒▒▒▒▒▒▒▒▒▒▒▒▒▒▒▒▒▒▒▒ ▒▒▒▒▒▒▒▒▒▒▒▒▒▒▒▒▒▒▒▒▒▒ ▒▒▒▒▒▒▒▒▒▒▒▒▒▒▒▒▒▒▒▒▒▒ ▒▒▒▒▒▒▒▒▒▒▒▒▒▒▒▒▒▒▒▒▒▒ ▒▒▒▒▒▒▒▒▒▒▒▒▒▒▒▒▒▒▒▒▒▒ ▒▒▒▒▒▒▒▒▒▒▒▒▒▒▒▒▒▒▒▒▒▒ ▒▒▒▒▒▒▒▒▒▒▒▒▒▒▒▒▒▒▒▒▒▒ ▒▒▒▒▒▒▒▒▒▒▒▒▒▒▒▒▒▒▒▒▒▒ ▒▒▒▒▒▒▒▒▒▒▒▒▒▒▒▒▒▒▒▒▒▒ ▒▒▒▒▒▒▒▒▒▒▒▒▒▒▒▒▒▒▒▒▒▒ (451, 227, 557, 302)
company-name: PRINGLES, LTD. (871, 1494, 1059, 1519)
article-subheadline: WHOLESALE THIEVING ALLEGED. (36, 681, 129, 688)
article-body-filler: ▒▒▒▒▒▒▒▒▒▒▒▒▒▒▒▒▒▒▒▒▒▒▒▒▒▒▒ ▒▒▒▒▒▒▒▒▒▒▒▒▒▒▒▒▒▒▒▒▒▒▒▒▒ ▒▒▒▒▒▒▒▒▒▒▒▒▒▒▒▒▒▒▒▒ (13, 313, 142, 336)
article-headline: A JAPANESE RUNS AMOK. (31, 466, 134, 476)
company-address: LAMBTON QUAY. (924, 1544, 1006, 1555)
advertisement-headline: THE 1915 OVERLAND IS "STREETS AHEAD" FOR VALUE. (15, 744, 150, 763)
song-heading: THE SONG OF THE HOUR. (731, 352, 834, 362)
advertisement-tonight: TO-NIGHT. TO-NIGHT. TO-NIGHT. (597, 63, 700, 82)
feature-title: THE ULTIMATE FATE OF THE KAISER. (725, 254, 840, 273)
field-gun-icon (884, 420, 944, 454)
soldiers-comforts-intro: We have a splendid shipment of the finest Wool for SOLDIERS' COMFORTS, (862, 1210, 1068, 1234)
brice-name: BRICE'S (769, 461, 796, 469)
outfitters-tagline: MILITARY OUTFITTERS, EXPERT DRESSMAKERS. (470, 551, 557, 565)
article-body-filler: ▒▒▒▒▒▒▒▒▒▒▒▒▒▒▒▒▒▒▒▒▒▒▒▒▒▒▒ ▒▒▒▒▒▒▒▒▒▒▒▒▒▒▒▒▒▒▒▒▒▒▒▒▒▒▒ ▒▒▒▒▒▒▒▒▒▒▒▒▒▒▒▒▒▒▒▒▒▒▒▒▒ (13, 439, 142, 461)
racing-club-name: STRATFORD RACING CLUB. (593, 542, 704, 552)
article-headline: FIRE IN A RACECOURSE GRANDSTAND (317, 375, 434, 399)
article-subheadline: OFFICIAL ESTIMATES OF STATE YIELDS. (28, 430, 137, 437)
agent-name: DWAN BROS., (622, 662, 675, 672)
brice-advertisement (721, 457, 844, 479)
section-title: AUSTRALIAN NEWS (19, 38, 146, 52)
article-body-filler: ▒▒▒▒▒▒▒▒▒▒▒▒▒▒▒▒▒▒▒▒▒▒▒▒▒▒▒ ▒▒▒▒▒▒▒▒▒▒▒▒▒▒▒▒▒▒▒▒▒▒▒▒▒▒▒ ▒▒▒▒▒▒▒▒▒▒▒▒▒▒▒▒▒▒▒▒▒▒▒▒▒▒▒ ▒▒▒▒▒▒▒▒▒▒▒▒▒▒▒▒▒▒▒▒▒ (13, 486, 142, 516)
advertisement-body-filler: ▒▒▒▒▒▒▒▒▒▒▒▒▒▒▒▒▒▒▒▒▒ ▒▒▒▒▒▒▒▒▒▒▒▒▒▒▒▒▒▒▒▒▒ ▒▒▒▒▒▒▒▒▒▒▒▒▒▒▒▒▒▒▒▒▒ ▒▒▒▒▒▒▒▒▒▒▒▒▒▒▒▒▒▒▒▒▒ ▒▒▒▒▒▒▒▒▒▒▒▒▒▒▒▒▒▒▒▒▒ (855, 137, 957, 175)
column-amusements-3 (716, 35, 850, 1640)
racing-club-name: MARLBOROUGH RACING CLUB. (598, 464, 699, 483)
advertisement-body-filler: ▒▒▒▒▒▒▒▒▒▒▒▒▒▒▒▒▒▒▒▒▒▒▒▒▒▒▒ ▒▒▒▒▒▒▒▒▒▒▒▒▒▒▒▒▒▒▒▒▒▒▒▒▒▒▒ ▒▒▒▒▒▒▒▒▒▒▒▒▒▒▒▒▒▒▒▒▒▒▒▒▒▒▒ ▒▒▒▒▒▒▒▒▒▒▒▒▒▒▒▒▒▒▒▒▒▒▒▒▒▒▒ ▒▒▒▒▒▒▒▒▒▒▒▒▒▒▒▒▒▒▒▒▒▒▒▒▒▒▒ ▒▒▒▒▒▒▒▒▒▒▒▒▒▒▒▒▒▒▒▒▒▒▒▒▒▒▒ ▒▒▒▒▒▒▒▒▒▒▒▒▒▒▒▒▒▒▒▒▒▒▒▒▒▒▒ ▒▒▒▒▒▒▒▒▒▒▒▒▒▒▒▒▒▒▒▒▒▒▒▒▒▒▒ (13, 789, 142, 848)
price-per-lb: 5/11 per lb. (922, 1401, 1008, 1421)
advertisement-tail: For Successful Coughs and Colds, Woods' Great Peppermint Cure, 1s. 6d. (13, 850, 152, 865)
article-headline: MOVE TO ABOLISH THE SECOND CHAMBER. (17, 230, 148, 249)
divider (855, 324, 972, 327)
advertisement-body-filler: ▒▒▒▒▒▒▒▒▒▒▒▒▒▒▒▒▒▒▒▒▒ ▒▒▒▒▒▒▒▒▒▒▒▒▒▒▒▒▒▒▒▒▒ ▒▒▒▒▒▒▒▒▒▒▒▒▒▒▒▒▒▒▒▒▒ ▒▒▒▒▒▒▒▒▒▒▒▒▒▒▒▒▒▒▒▒▒ ▒▒▒▒▒▒▒▒▒▒▒▒▒▒▒▒▒▒▒▒▒ ▒▒▒▒▒▒▒▒▒▒▒▒▒▒▒▒▒▒▒▒▒ ▒▒▒▒▒▒▒▒▒▒▒▒▒▒▒▒▒▒▒▒▒ ▒▒▒▒▒▒▒▒▒▒▒▒▒▒▒▒▒▒▒▒▒ ▒▒▒▒▒▒▒▒▒▒▒▒▒▒▒▒▒▒▒▒▒ ▒▒▒▒▒▒▒▒▒▒▒▒▒▒▒▒▒▒▒▒▒ ▒▒▒▒▒▒▒▒▒▒▒▒▒▒▒▒▒▒▒▒▒ ▒▒▒▒▒▒▒▒▒▒▒▒▒▒▒▒▒▒▒▒▒ (983, 37, 1085, 126)
product-name: Paton's Super 3-ply Wheeling (863, 1245, 1067, 1262)
divider (163, 490, 300, 493)
advertisement-body-filler: ▒▒▒▒▒▒▒▒▒▒▒▒▒▒▒▒▒▒▒▒▒▒ ▒▒▒▒▒▒▒▒▒▒▒▒▒▒▒▒▒▒▒▒▒▒ ▒▒▒▒▒▒▒▒▒▒▒▒▒▒▒▒▒▒▒▒▒▒ ▒▒▒▒▒▒▒▒▒▒▒▒▒▒▒▒▒▒▒▒▒▒ ▒▒▒▒▒▒▒▒▒▒▒▒▒▒▒▒▒▒▒▒▒▒ (587, 500, 693, 538)
empress-name: THE EMPRESS (865, 46, 962, 74)
article-subheadline: DAMAGE AND LOSS OVER HALF A MILLION. (23, 194, 142, 201)
article-body: Sir Joseph Ward returned from Christchurch yesterday morning. (311, 63, 440, 78)
article-body-filler: ▒▒▒▒▒▒▒▒▒▒▒▒▒▒▒▒▒▒▒▒▒▒▒▒▒▒▒ ▒▒▒▒▒▒▒▒▒▒▒▒▒▒▒▒▒▒▒▒▒▒▒▒▒▒▒ ▒▒▒▒▒▒▒▒▒▒▒▒▒▒▒▒▒▒▒▒▒▒▒▒▒▒▒ ▒▒▒▒▒▒▒▒▒▒▒▒▒▒▒▒▒▒▒▒▒▒▒▒▒▒▒ (13, 612, 142, 643)
article-headline: TO PIANO BUYERS. (337, 571, 414, 581)
category-header: AMUSEMENTS. (721, 35, 844, 44)
classified-heading: FOR SALE. (492, 216, 535, 226)
fire-screen-heading: THE GRAND FIRE-SCREEN. (729, 530, 836, 540)
article-subheadline: THE C.J.C. MEETING. (203, 512, 260, 519)
advertisement-headline: NIGHTLY AT 8 TO-NIGHT BY FULLERS' Vaudeville Company. (725, 72, 840, 91)
advertisement-body-filler: ▒▒▒▒▒▒▒▒▒▒▒▒▒▒▒▒▒▒▒▒▒▒ ▒▒▒▒▒▒▒▒▒▒▒▒▒▒▒▒▒▒▒▒▒▒ ▒▒▒▒▒▒▒▒▒▒▒▒▒▒▒▒▒▒▒▒▒▒ ▒▒▒▒▒▒▒▒▒▒▒▒▒▒▒▒▒▒▒▒▒▒ ▒▒▒▒▒▒▒▒▒▒▒▒▒▒▒▒▒▒▒▒▒▒ ▒▒▒▒▒▒▒▒▒▒▒▒▒▒▒▒▒▒▒▒▒▒ ▒▒▒▒▒▒▒▒▒▒▒▒▒▒▒▒▒▒▒▒▒▒ ▒▒▒▒▒▒▒▒▒▒▒▒▒▒▒▒▒▒▒▒▒▒ ▒▒▒▒▒▒▒▒▒▒▒▒▒▒▒▒▒▒▒▒▒▒ (587, 569, 693, 636)
classified-body-filler: ▒▒▒▒▒▒▒▒▒▒▒▒▒▒▒▒▒▒▒▒▒▒ ▒▒▒▒▒▒▒▒▒▒▒▒▒▒▒▒▒▒▒▒▒▒ ▒▒▒▒▒▒▒▒▒▒▒▒▒▒▒▒▒▒▒▒▒▒ ▒▒▒▒▒▒▒▒▒▒▒▒▒▒▒▒▒▒▒▒▒▒ ▒▒▒▒▒▒▒▒▒▒▒▒▒▒▒▒▒▒▒▒▒▒ ▒▒▒▒▒▒▒▒▒▒▒▒▒▒▒▒▒▒▒▒▒▒ ▒▒▒▒▒▒▒▒▒▒▒▒▒▒▒▒▒▒▒▒▒▒ ▒▒▒▒▒▒▒▒▒▒▒▒▒▒▒▒▒▒▒▒▒▒ (451, 317, 557, 377)
gun-illustration (855, 420, 972, 456)
category-header: BUSINESSES AND PARTNERSHIPS. (451, 195, 576, 212)
fluenzol-advertisement: FLUENZOL (311, 631, 440, 646)
special-feature-heading: Special Feature Advertisements. (834, 1137, 1096, 1155)
advertisement-headline: DIRECTION—J. C. WILLIAMSON, LIMITED. (465, 49, 562, 68)
advertisement-headline: CHEST COMPLAINT COMPLETELY BANISHED BY DR. SHELDON'S NEW DISCOVERY. (457, 574, 570, 611)
advertisement-body-filler: ▒▒▒▒▒▒▒▒▒▒▒▒▒▒▒▒▒▒▒▒▒ ▒▒▒▒▒▒▒▒▒▒▒▒▒▒▒▒▒▒▒▒▒ ▒▒▒▒▒▒▒▒▒▒▒▒▒▒▒▒▒▒▒▒▒ ▒▒▒▒▒▒▒▒▒▒▒▒▒▒▒▒▒▒▒▒▒ (855, 472, 957, 502)
category-header: AMUSEMENTS. (587, 35, 710, 44)
article-byline: (By Sirocco.) (215, 519, 248, 526)
